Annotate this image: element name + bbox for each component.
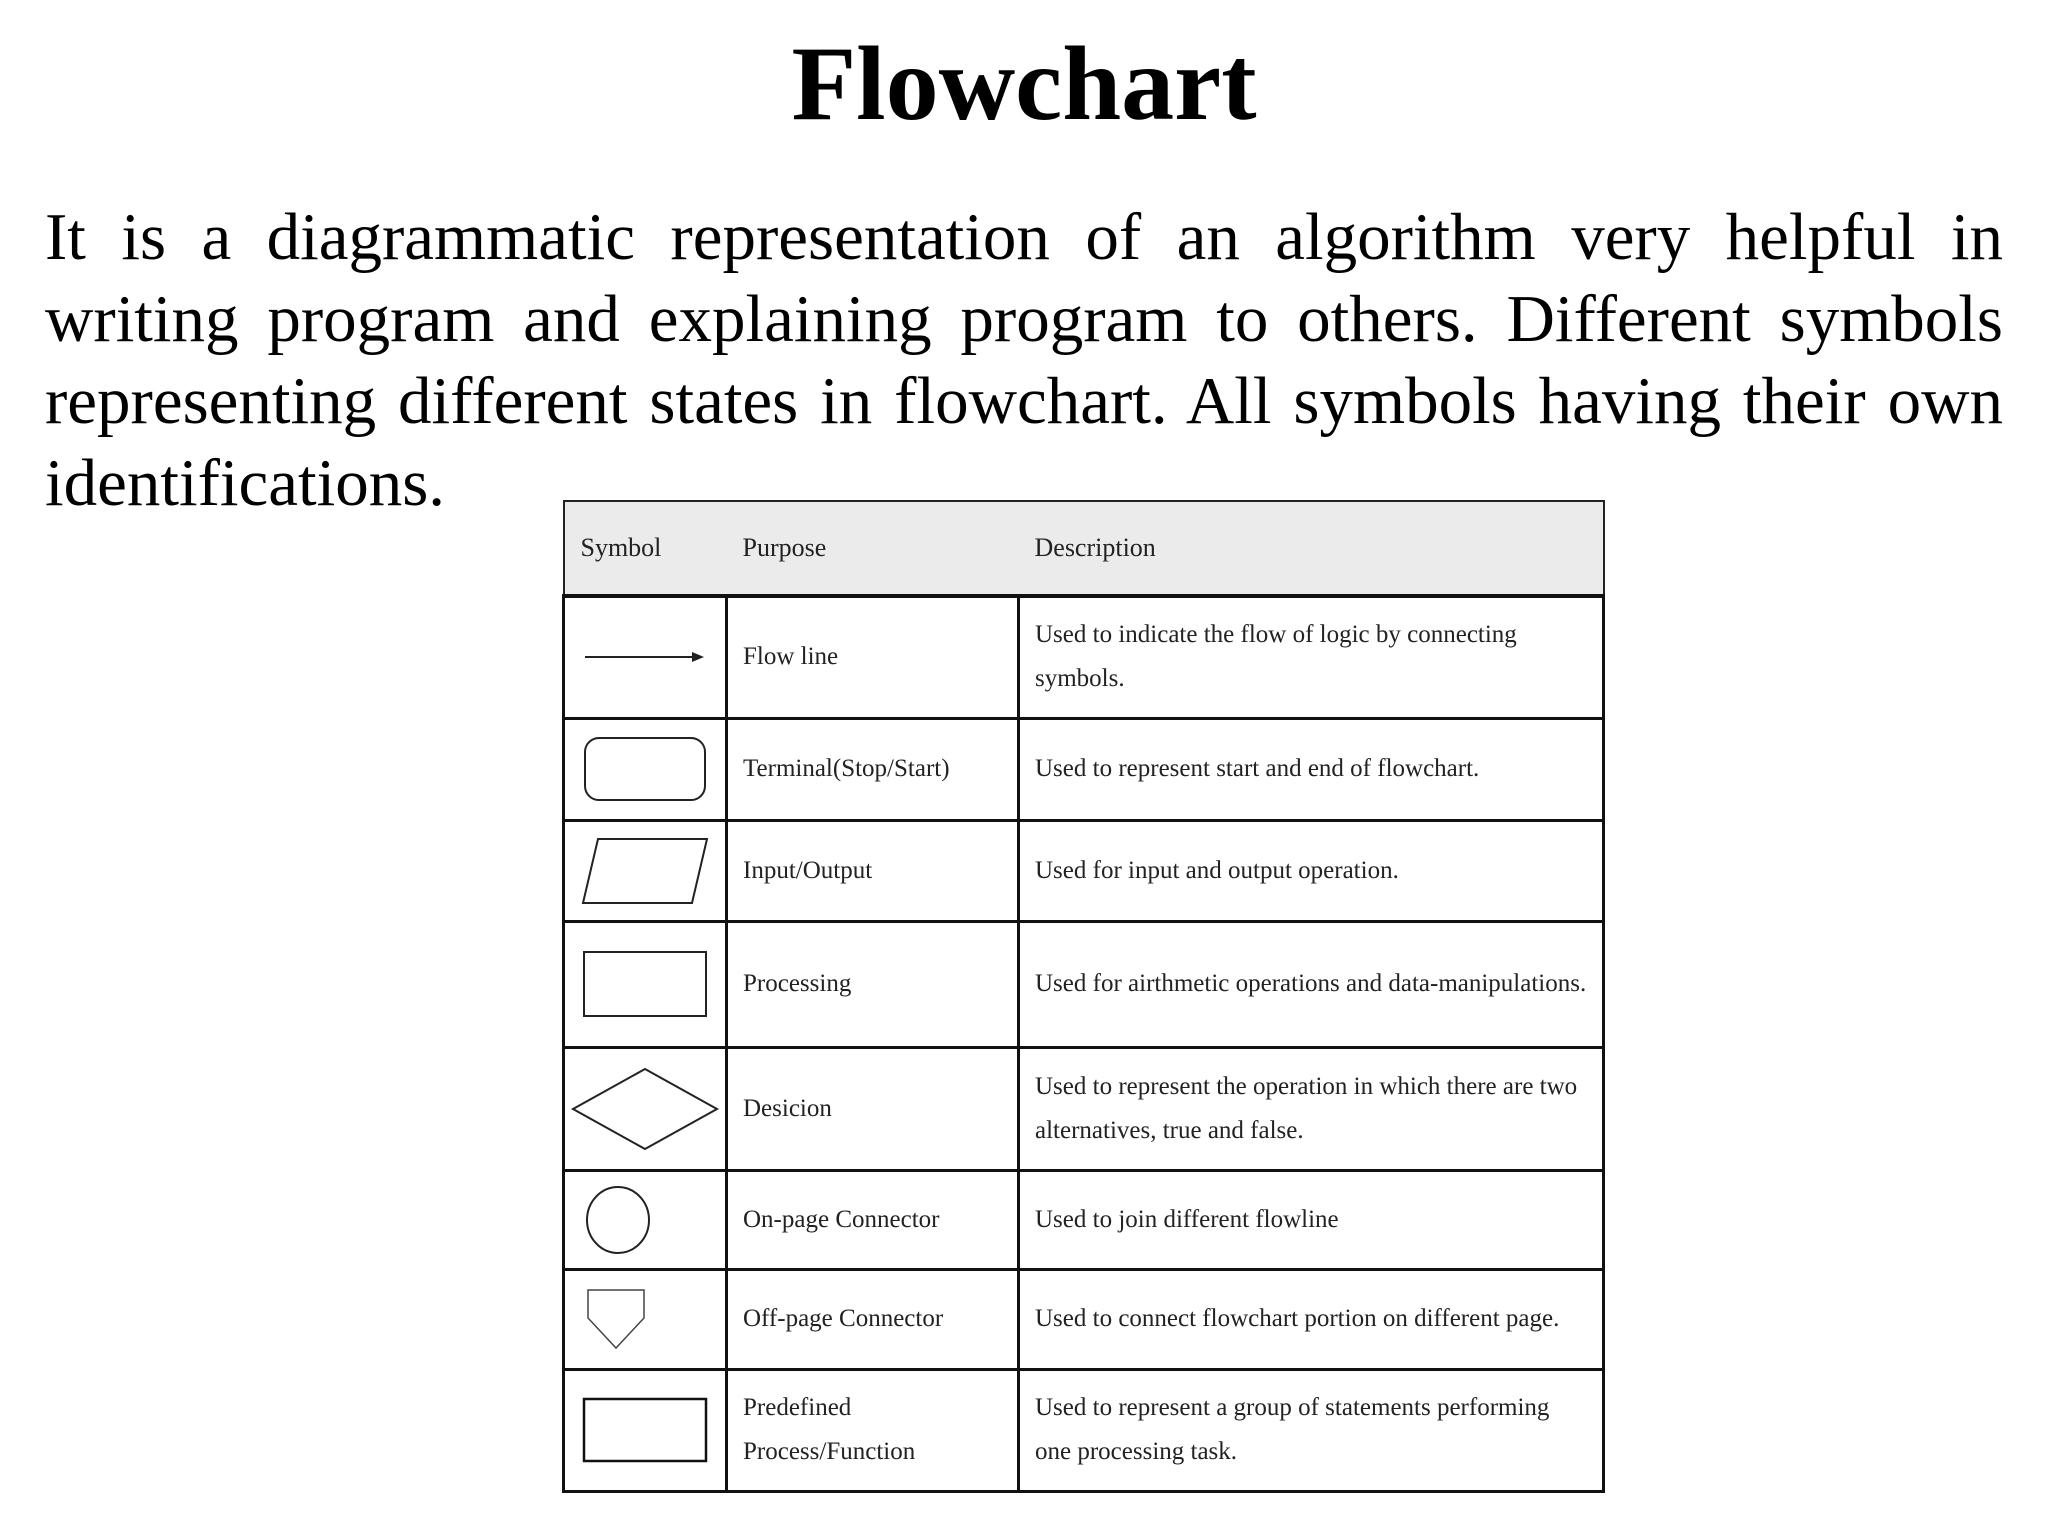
purpose-cell: Predefined Process/Function bbox=[727, 1369, 1019, 1491]
circle-icon bbox=[583, 1183, 653, 1257]
symbol-cell bbox=[564, 1369, 727, 1491]
purpose-cell: Desicion bbox=[727, 1047, 1019, 1170]
description-cell: Used for airthmetic operations and data-manipulations. bbox=[1019, 921, 1604, 1047]
header-purpose: Purpose bbox=[727, 501, 1019, 596]
description-cell: Used to indicate the flow of logic by connecting symbols. bbox=[1019, 596, 1604, 718]
rounded-rectangle-icon bbox=[582, 735, 708, 803]
flowchart-symbols-table bbox=[562, 500, 1605, 1493]
symbol-cell bbox=[564, 1047, 727, 1170]
symbol-cell bbox=[564, 820, 727, 921]
description-cell: Used to connect flowchart portion on different page. bbox=[1019, 1269, 1604, 1369]
symbol-cell bbox=[564, 1170, 727, 1269]
purpose-cell: Input/Output bbox=[727, 820, 1019, 921]
rectangle-icon bbox=[581, 1396, 709, 1464]
table-row bbox=[564, 596, 1604, 718]
description-cell: Used to represent a group of statements performing one processing task. bbox=[1019, 1369, 1604, 1491]
table-row bbox=[564, 820, 1604, 921]
table-row bbox=[564, 718, 1604, 820]
description-cell: Used to represent the operation in which there are two alternatives, true and false. bbox=[1019, 1047, 1604, 1170]
description-cell: Used to join different flowline bbox=[1019, 1170, 1604, 1269]
rectangle-icon bbox=[581, 949, 709, 1019]
arrow-icon bbox=[580, 642, 710, 672]
parallelogram-icon bbox=[580, 836, 710, 906]
header-symbol: Symbol bbox=[564, 501, 727, 596]
diamond-icon bbox=[570, 1066, 720, 1152]
purpose-cell: Flow line bbox=[727, 596, 1019, 718]
purpose-cell: Processing bbox=[727, 921, 1019, 1047]
symbol-cell bbox=[564, 596, 727, 718]
symbol-cell bbox=[564, 1269, 727, 1369]
table-row bbox=[564, 1170, 1604, 1269]
symbol-cell bbox=[564, 718, 727, 820]
description-cell: Used to represent start and end of flowchart. bbox=[1019, 718, 1604, 820]
description-cell: Used for input and output operation. bbox=[1019, 820, 1604, 921]
table-row bbox=[564, 1269, 1604, 1369]
table-row bbox=[564, 1047, 1604, 1170]
page-title: Flowchart bbox=[791, 25, 1257, 142]
pentagon-icon bbox=[583, 1286, 649, 1352]
table-header-row bbox=[564, 501, 1604, 596]
purpose-cell: Off-page Connector bbox=[727, 1269, 1019, 1369]
purpose-cell: Terminal(Stop/Start) bbox=[727, 718, 1019, 820]
symbol-cell bbox=[564, 921, 727, 1047]
table-row bbox=[564, 921, 1604, 1047]
intro-paragraph: It is a diagrammatic representation of an algorithm very helpful in writing program and explaining program to others. Different symbols representing different states in flowchart. All symbols having their own identifications. bbox=[45, 200, 2003, 520]
purpose-cell: On-page Connector bbox=[727, 1170, 1019, 1269]
header-description: Description bbox=[1019, 501, 1604, 596]
table-row bbox=[564, 1369, 1604, 1491]
